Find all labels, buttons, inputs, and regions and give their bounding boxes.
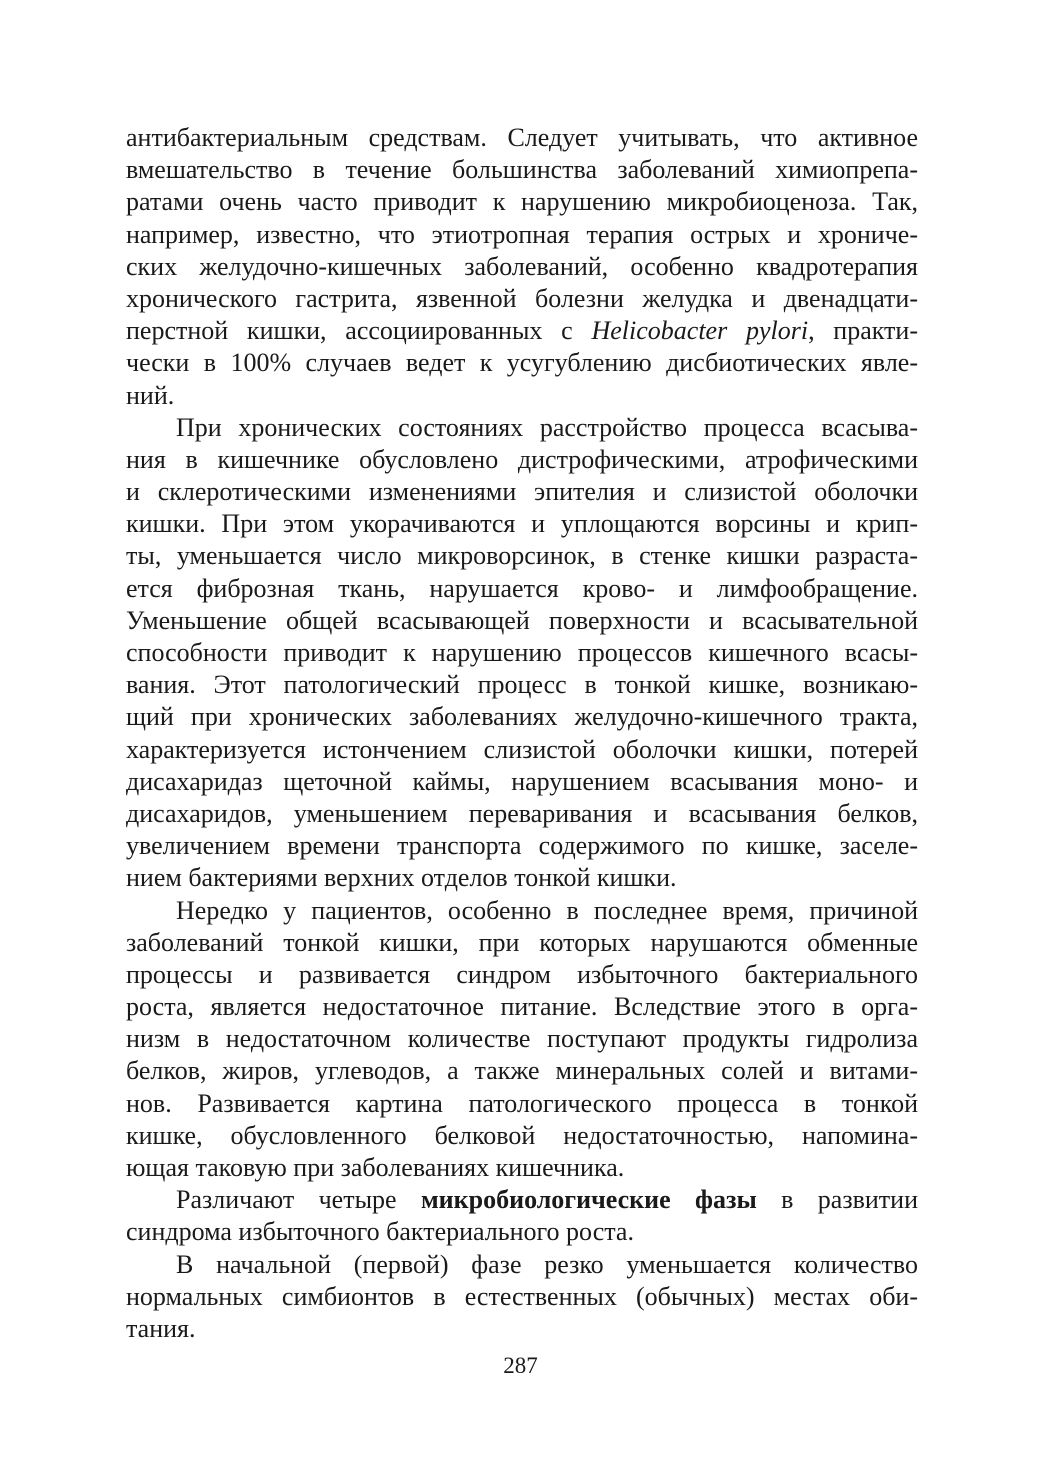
text-line: дисахаридаз щеточной каймы, нарушением всасывания моно- и xyxy=(126,766,918,796)
text-line: нов. Развивается картина патологического процесса в тонкой xyxy=(126,1088,918,1118)
text-line: вания. Этот патологический процесс в тонкой кишке, возникаю- xyxy=(126,670,918,700)
text-line: кишки. При этом укорачиваются и уплощаются ворсины и крип- xyxy=(126,509,918,539)
text-line: чески в 100% случаев ведет к усугублению дисбиотических явле- xyxy=(126,348,918,378)
text-line: кишке, обусловленного белковой недостаточностью, напомина- xyxy=(126,1120,918,1150)
text-line: белков, жиров, углеводов, а также минеральных солей и витами- xyxy=(126,1056,918,1086)
text-fragment: перстной кишки, ассоциированных с xyxy=(126,316,592,346)
text-line: Уменьшение общей всасывающей поверхности и всасывательной xyxy=(126,605,918,635)
page-number: 287 xyxy=(503,1353,538,1378)
text-line: заболеваний тонкой кишки, при которых нарушаются обменные xyxy=(126,927,918,957)
text-line: ты, уменьшается число микроворсинок, в стенке кишки разраста- xyxy=(126,541,918,571)
text-line: нормальных симбионтов в естественных (обычных) местах оби- xyxy=(126,1281,918,1311)
text-line: ется фиброзная ткань, нарушается крово- и лимфообращение. xyxy=(126,573,918,603)
text-fragment: в развитии xyxy=(756,1185,918,1215)
text-line: ний. xyxy=(126,380,175,410)
text-line: процессы и развивается синдром избыточного бактериального xyxy=(126,959,918,989)
text-line: увеличением времени транспорта содержимого по кишке, заселе- xyxy=(126,831,918,861)
italic-term: Helicobacter pylori xyxy=(591,316,809,346)
text-line: нием бактериями верхних отделов тонкой кишки. xyxy=(126,863,677,893)
page-body xyxy=(126,122,918,1345)
text-line: способности приводит к нарушению процессов кишечного всасы- xyxy=(126,638,918,667)
text-line: антибактериальным средствам. Следует учитывать, что активное xyxy=(126,123,918,152)
paragraph-5 xyxy=(126,1249,918,1346)
bold-term: микробиологические фазы xyxy=(420,1185,757,1215)
text-line: ния в кишечнике обусловлено дистрофическими, атрофическими xyxy=(126,444,918,474)
paragraph-1 xyxy=(126,122,918,412)
text-line: например, известно, что этиотропная терапия острых и хрониче- xyxy=(126,219,918,249)
text-line: синдрома избыточного бактериального роста. xyxy=(126,1217,634,1247)
paragraph-3 xyxy=(126,895,918,1185)
text-line: характеризуется истончением слизистой оболочки кишки, потерей xyxy=(126,734,918,764)
text-line: хронического гастрита, язвенной болезни желудка и двенадцати- xyxy=(126,283,918,313)
text-line: вмешательство в течение большинства заболеваний химиопрепа- xyxy=(126,155,918,185)
text-line xyxy=(126,315,918,347)
text-line: Нередко у пациентов, особенно в последнее время, причиной xyxy=(176,895,918,925)
text-line: роста, является недостаточное питание. Вследствие этого в орга- xyxy=(126,992,918,1022)
text-line: дисахаридов, уменьшением переваривания и всасывания белков, xyxy=(126,798,918,828)
text-line: ющая таковую при заболеваниях кишечника. xyxy=(126,1153,625,1182)
text-line: и склеротическими изменениями эпителия и слизистой оболочки xyxy=(126,477,918,507)
paragraph-4 xyxy=(126,1184,918,1248)
text-line: При хронических состояниях расстройство процесса всасыва- xyxy=(176,412,918,442)
text-line: щий при хронических заболеваниях желудочно-кишечного тракта, xyxy=(126,702,918,732)
text-line xyxy=(126,1184,918,1216)
text-fragment: , практи- xyxy=(808,316,918,346)
text-line: низм в недостаточном количестве поступают продукты гидролиза xyxy=(126,1024,918,1054)
text-line: тания. xyxy=(126,1313,196,1343)
text-fragment: Различают четыре xyxy=(176,1185,421,1215)
text-line: В начальной (первой) фазе резко уменьшается количество xyxy=(176,1249,918,1279)
text-line: ских желудочно-кишечных заболеваний, особенно квадротерапия xyxy=(126,251,918,281)
text-line: ратами очень часто приводит к нарушению микробиоценоза. Так, xyxy=(126,187,918,217)
paragraph-2 xyxy=(126,412,918,895)
